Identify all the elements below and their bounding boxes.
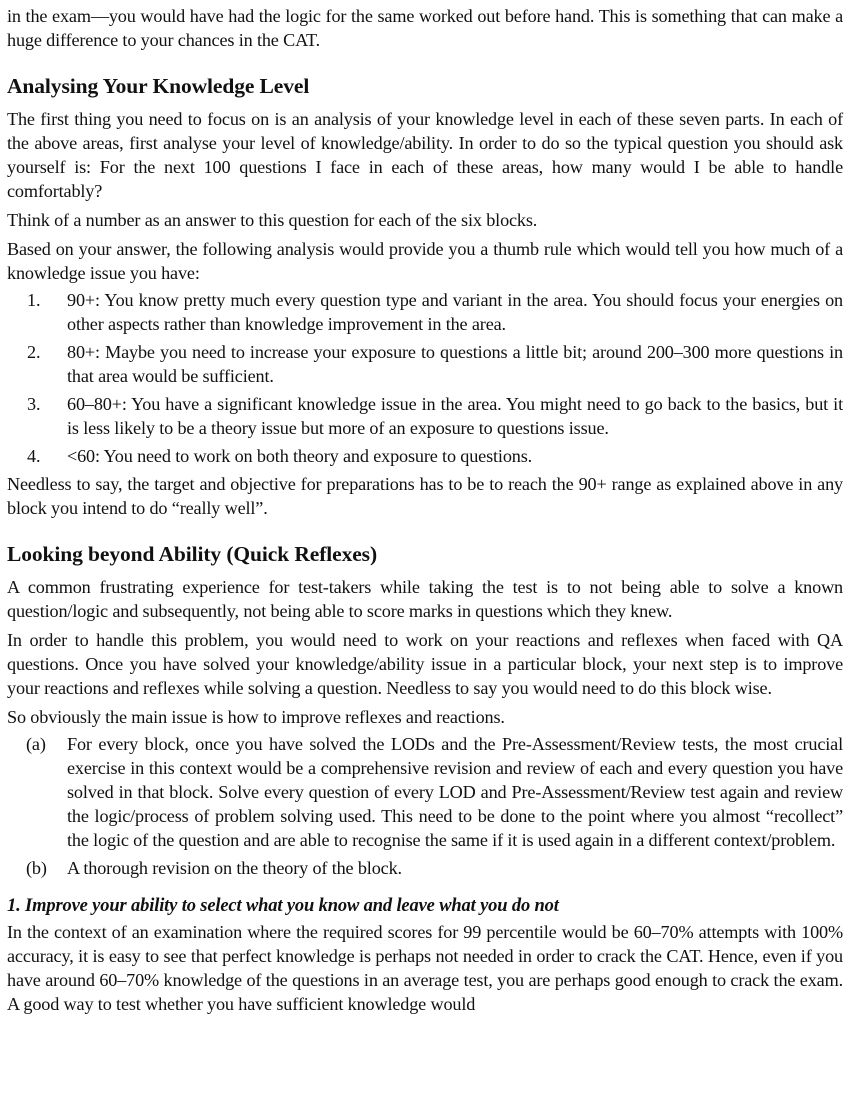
list-marker: 2. bbox=[27, 342, 41, 362]
list-item bbox=[7, 392, 843, 440]
reflexes-paragraph-1: A common frustrating experience for test-takers while taking the test is to not being able to solve a known question/logic and subsequently, not being able to score marks in questions which they knew. bbox=[7, 577, 843, 621]
list-item-text: 60–80+: You have a significant knowledge issue in the area. You might need to go back to the basics, but it is less likely to be a theory issue but more of an exposure to questions issue. bbox=[67, 394, 843, 438]
knowledge-level-paragraph-4: Needless to say, the target and objective for preparations has to be to reach the 90+ range as explained above in any block you intend to do “really well”. bbox=[7, 474, 843, 518]
list-item bbox=[7, 856, 843, 880]
knowledge-level-paragraph-3: Based on your answer, the following analysis would provide you a thumb rule which would tell you how much of a knowledge issue you have: bbox=[7, 239, 843, 283]
list-marker: 1. bbox=[27, 290, 41, 310]
list-item bbox=[7, 288, 843, 336]
list-item-text: <60: You need to work on both theory and exposure to questions. bbox=[67, 446, 533, 466]
list-item bbox=[7, 444, 843, 468]
knowledge-level-list bbox=[7, 288, 843, 468]
list-item-text: 90+: You know pretty much every question type and variant in the area. You should focus your energies on other aspects rather than knowledge improvement in the area. bbox=[67, 290, 843, 334]
list-marker: (a) bbox=[26, 734, 46, 754]
knowledge-level-paragraph-2: Think of a number as an answer to this question for each of the six blocks. bbox=[7, 210, 538, 230]
list-item bbox=[7, 340, 843, 388]
reflexes-paragraph-2: In order to handle this problem, you would need to work on your reactions and reflexes when faced with QA questions. Once you have solved your knowledge/ability issue in a particular block, your next step is to improve your reactions and reflexes while solving a question. Needless to say you would need to do this block wise. bbox=[7, 630, 843, 698]
intro-continuation-paragraph: in the exam—you would have had the logic for the same worked out before hand. This is something that can make a huge difference to your chances in the CAT. bbox=[7, 6, 843, 50]
list-item-text: A thorough revision on the theory of the block. bbox=[67, 858, 402, 878]
document-page bbox=[7, 0, 843, 1016]
section-heading-quick-reflexes: Looking beyond Ability (Quick Reflexes) bbox=[7, 542, 377, 566]
selection-paragraph: In the context of an examination where the required scores for 99 percentile would be 60–70% attempts with 100% accuracy, it is easy to see that perfect knowledge is perhaps not needed in order to crack the CAT. Hence, even if you have around 60–70% knowledge of the questions in an average test, you are perhaps good enough to crack the exam. A good way to test whether you have sufficient knowledge would bbox=[7, 922, 843, 1014]
list-marker: 3. bbox=[27, 394, 41, 414]
list-item-text: For every block, once you have solved the LODs and the Pre-Assessment/Review tests, the most crucial exercise in this context would be a comprehensive revision and review of each and every question you have solved in that block. Solve every question of every LOD and Pre-Assessment/Review test again and review the logic/process of problem solving used. This need to be done to the point where you almost “recollect” the logic of the question and are able to recognise the same if it is used again in a different context/problem. bbox=[67, 734, 843, 850]
knowledge-level-paragraph-1: The first thing you need to focus on is an analysis of your knowledge level in each of these seven parts. In each of the above areas, first analyse your level of knowledge/ability. In order to do so the typical question you should ask yourself is: For the next 100 questions I face in each of these areas, how many would I be able to handle comfortably? bbox=[7, 109, 843, 201]
list-item-text: 80+: Maybe you need to increase your exposure to questions a little bit; around 200–300 more questions in that area would be sufficient. bbox=[67, 342, 843, 386]
list-marker: 4. bbox=[27, 446, 41, 466]
list-item bbox=[7, 732, 843, 852]
list-marker: (b) bbox=[26, 858, 47, 878]
section-heading-knowledge-level: Analysing Your Knowledge Level bbox=[7, 74, 310, 98]
subheading-select-what-you-know: 1. Improve your ability to select what you know and leave what you do not bbox=[7, 896, 559, 916]
reflexes-list bbox=[7, 732, 843, 880]
reflexes-paragraph-3: So obviously the main issue is how to improve reflexes and reactions. bbox=[7, 707, 505, 727]
